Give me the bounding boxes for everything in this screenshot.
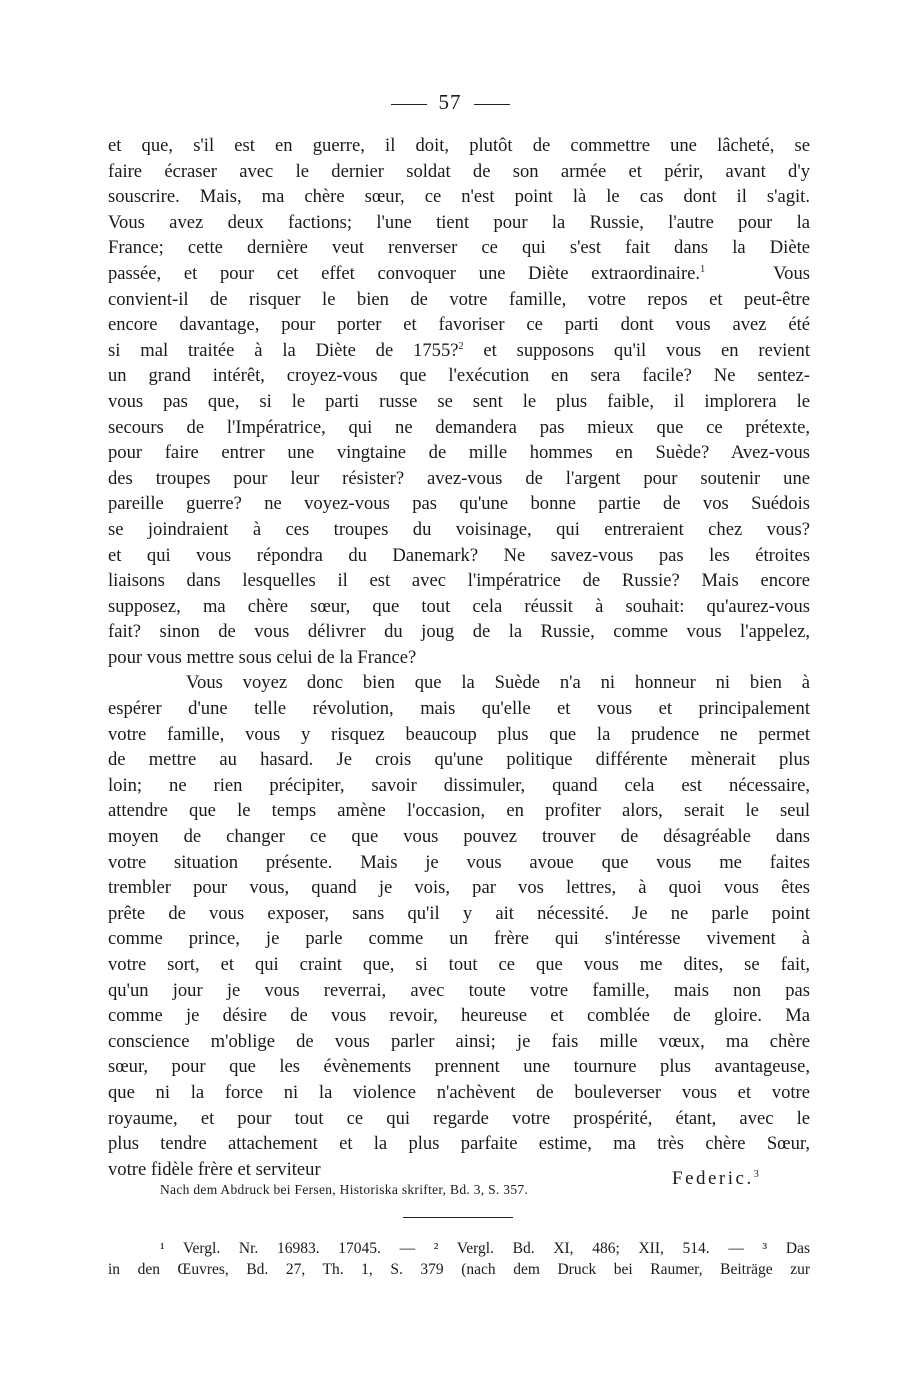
- body-line: votre sort, et qui craint que, si tout ce que vous me dites, se fait,: [108, 954, 810, 975]
- body-line: se joindraient à ces troupes du voisinage, qui entreraient chez vous?: [108, 518, 810, 540]
- body-line: pour faire entrer une vingtaine de mille hommes en Suède? Avez-vous: [108, 442, 810, 464]
- body-line: et que, s'il est en guerre, il doit, plutôt de commettre une lâcheté, se: [108, 135, 810, 156]
- body-line: votre famille, vous y risquez beaucoup plus que la prudence ne permet: [108, 723, 810, 745]
- paragraph-start-line: Vous voyez donc bien que la Suède n'a ni honneur ni bien à: [186, 672, 810, 694]
- body-line: convient-il de risquer le bien de votre famille, votre repos et peut-être: [108, 288, 810, 310]
- body-line: supposez, ma chère sœur, que tout cela réussit à souhait: qu'aurez-vous: [108, 595, 810, 617]
- body-line: pour vous mettre sous celui de la France?: [108, 646, 417, 668]
- footnote-line: ¹ Vergl. Nr. 16983. 17045. — ² Vergl. Bd. XI, 486; XII, 514. — ³ Das: [160, 1240, 810, 1257]
- body-line: faire écraser avec le dernier soldat de son armée et périr, avant d'y: [108, 160, 810, 182]
- body-line: votre situation présente. Mais je vous avoue que vous me faites: [108, 851, 810, 873]
- body-line: encore davantage, pour porter et favoriser ce parti dont vous avez été: [108, 314, 810, 336]
- body-line: un grand intérêt, croyez-vous que l'exécution en sera facile? Ne sentez-: [108, 365, 810, 387]
- body-line: de mettre au hasard. Je crois qu'une politique différente mènerait plus: [108, 749, 810, 771]
- page-header: [0, 90, 900, 115]
- body-line: des troupes pour leur résister? avez-vous de l'argent pour soutenir une: [108, 467, 810, 489]
- body-line-with-footnote: passée, et pour cet effet convoquer une Diète extraordinaire.$^1$ Vous: [108, 262, 810, 284]
- source-note: Nach dem Abdruck bei Fersen, Historiska skrifter, Bd. 3, S. 357.: [160, 1182, 529, 1197]
- footnote-separator: [403, 1217, 513, 1218]
- body-line: secours de l'Impératrice, qui ne demandera pas mieux que ce prétexte,: [108, 416, 810, 438]
- closing-line: votre fidèle frère et serviteur: [108, 1158, 321, 1180]
- footnote-line: in den Œuvres, Bd. 27, Th. 1, S. 379 (nach dem Druck bei Raumer, Beiträge zur: [108, 1261, 810, 1278]
- header-dash-left: [391, 104, 427, 105]
- page-number: 57: [438, 90, 462, 114]
- footnote-mark: 1: [700, 263, 706, 275]
- body-line: comme je désire de vous revoir, heureuse et comblée de gloire. Ma: [108, 1005, 810, 1027]
- body-line: trembler pour vous, quand je vois, par vos lettres, à quoi vous êtes: [108, 877, 810, 899]
- body-line: conscience m'oblige de vous parler ainsi; je fais mille vœux, ma chère: [108, 1030, 810, 1052]
- footnotes: [108, 1238, 810, 1280]
- body-line: France; cette dernière veut renverser ce qui s'est fait dans la Diète: [108, 237, 810, 259]
- signature: Federic.$^3$: [672, 1168, 762, 1189]
- body-line: attendre que le temps amène l'occasion, en profiter alors, serait le seul: [108, 800, 810, 822]
- body-line: et qui vous répondra du Danemark? Ne savez-vous pas les étroites: [108, 544, 810, 566]
- body-line: moyen de changer ce que vous pouvez trouver de désagréable dans: [108, 826, 810, 848]
- body-line-with-footnote: si mal traitée à la Diète de 1755?$^2$ et supposons qu'il vous en revient: [108, 339, 810, 361]
- body-line: fait? sinon de vous délivrer du joug de la Russie, comme vous l'appelez,: [108, 621, 810, 643]
- body-line: pareille guerre? ne voyez-vous pas qu'une bonne partie de vos Suédois: [108, 493, 810, 515]
- header-dash-right: [474, 104, 510, 105]
- body-line: sœur, pour que les évènements prennent une tournure plus avantageuse,: [108, 1056, 810, 1078]
- body-line: souscrire. Mais, ma chère sœur, ce n'est point là le cas dont il s'agit.: [108, 186, 810, 208]
- body-line: vous pas que, si le parti russe se sent le plus faible, il implorera le: [108, 390, 810, 412]
- body-line: espérer d'une telle révolution, mais qu'elle et vous et principalement: [108, 698, 810, 720]
- body-line: plus tendre attachement et la plus parfaite estime, ma très chère Sœur,: [108, 1133, 810, 1155]
- body-line: prête de vous exposer, sans qu'il y ait nécessité. Je ne parle point: [108, 902, 810, 924]
- body-line: comme prince, je parle comme un frère qui s'intéresse vivement à: [108, 928, 810, 950]
- footnote-mark: 3: [753, 1169, 762, 1180]
- body-line: liaisons dans lesquelles il est avec l'impératrice de Russie? Mais encore: [108, 570, 810, 592]
- footnote-mark: 2: [458, 340, 464, 352]
- body-line: que ni la force ni la violence n'achèvent de bouleverser vous et votre: [108, 1081, 810, 1103]
- body-line: royaume, et pour tout ce qui regarde votre prospérité, étant, avec le: [108, 1107, 810, 1129]
- body-line: Vous avez deux factions; l'une tient pour la Russie, l'autre pour la: [108, 211, 810, 233]
- body-line: loin; ne rien précipiter, savoir dissimuler, quand cela est nécessaire,: [108, 774, 810, 796]
- letter-body: [108, 133, 810, 1182]
- body-line: qu'un jour je vous reverrai, avec toute votre famille, mais non pas: [108, 979, 810, 1001]
